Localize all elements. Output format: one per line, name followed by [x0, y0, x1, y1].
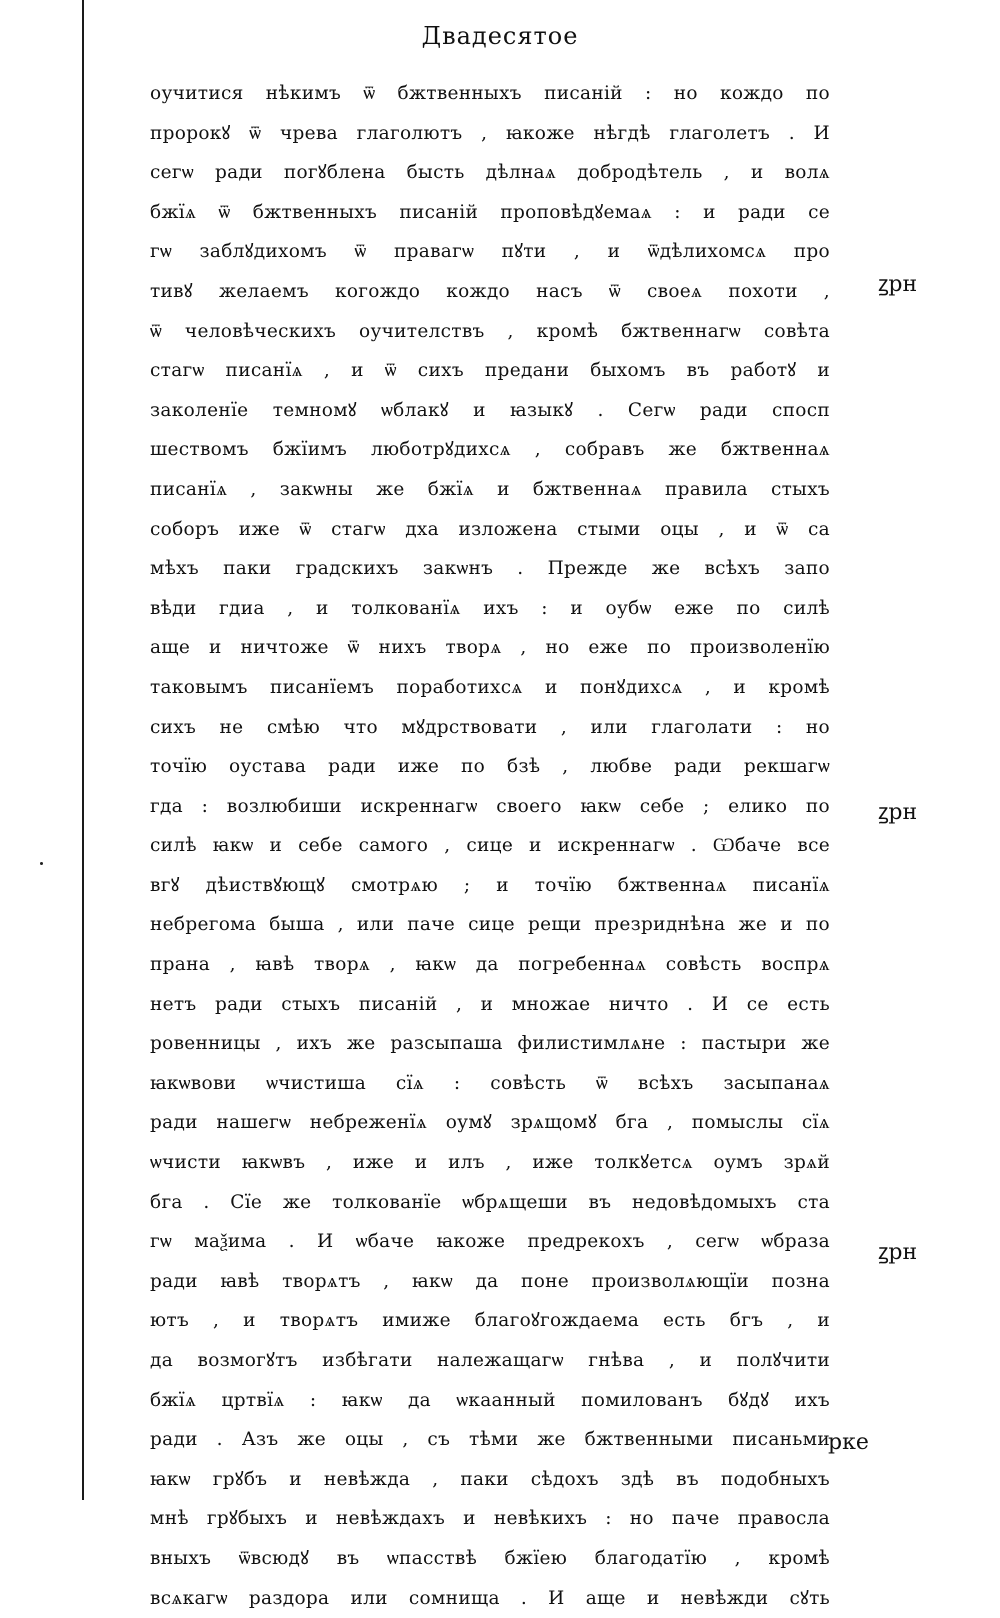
- text-line: ютъ , и творѧтъ имиже благоꙋгождаема есть бгъ , и: [150, 1310, 830, 1332]
- main-text-block: [150, 74, 830, 1618]
- text-line: шествомъ бжїимъ люботрꙋдихсѧ , собравъ же бжтвеннаѧ: [150, 439, 830, 461]
- text-line: стагѡ писанїѧ , и ѿ сихъ предани быхомъ въ работꙋ и: [150, 360, 830, 382]
- text-line: гда : возлюбиши искреннагѡ своего ꙗкѡ себе ; елико по: [150, 795, 830, 817]
- text-line: тивꙋ желаемъ когождо кождо насъ ѿ своеѧ похоти ,: [150, 280, 830, 302]
- text-line: соборъ иже ѿ стагѡ дха изложена стыми оцы , и ѿ са: [150, 518, 830, 540]
- margin-speck: [40, 862, 43, 865]
- text-line: сихъ не смѣю что мꙋдрствовати , или глаголати : но: [150, 716, 830, 738]
- text-line: точїю оуставa ради иже по бзѣ , любве ради рекшагѡ: [150, 756, 830, 778]
- margin-note: ꙁрн: [878, 1240, 918, 1265]
- text-line: ради ꙗвѣ творѧтъ , ꙗкѡ да поне произволѧющїи позна: [150, 1270, 830, 1292]
- text-line: ꙗкѡвови ѡчистиша сїѧ : совѣсть ѿ всѣхъ засыпанаѧ: [150, 1072, 830, 1094]
- text-line: ровенницы , ихъ же разсыпаша филистимлѧне : пастыри же: [150, 1033, 830, 1055]
- text-line: бжїѧ цртвїѧ : ꙗкѡ да ѡкаанный помилованъ бꙋдꙋ ихъ: [150, 1389, 830, 1411]
- text-line: ѿ человѣческихъ оучителствъ , кромѣ бжтвеннагѡ совѣта: [150, 320, 830, 342]
- text-line: писанїѧ , закѡны же бжїѧ и бжтвеннаѧ правила стыхъ: [150, 478, 830, 500]
- text-line: силѣ ꙗкѡ и себе самого , сице и искреннагѡ . Ѡбаче все: [150, 835, 830, 857]
- margin-note: ꙁрн: [878, 800, 918, 825]
- page-header-title: Двадесятое: [421, 22, 579, 50]
- text-line: бжїѧ ѿ бжтвенныхъ писаній проповѣдꙋемаѧ : и ради се: [150, 201, 830, 223]
- text-line: заколенїе темномꙋ ѡблакꙋ и ꙗзыкꙋ . Сегѡ ради спосп: [150, 399, 830, 421]
- text-line: таковымъ писанїемъ поработихсѧ и понꙋдихсѧ , и кромѣ: [150, 676, 830, 698]
- text-line: прана , ꙗвѣ творѧ , ꙗкѡ да погребеннаѧ совѣсть воспрѧ: [150, 954, 830, 976]
- signature-mark: рке: [828, 1430, 869, 1455]
- text-line: пророкꙋ ѿ чрева глаголютъ , ꙗкоже нѣгдѣ глаголетъ . И: [150, 122, 830, 144]
- text-line: вѣди гдиа , и толкованїѧ ихъ : и оубѡ еже по силѣ: [150, 597, 830, 619]
- text-line: нетъ ради стыхъ писаній , и множае ничто . И се есть: [150, 993, 830, 1015]
- text-line: мнѣ грꙋбыхъ и невѣждахъ и невѣкихъ : но паче правосла: [150, 1508, 830, 1530]
- text-line: оучитися нѣкимъ ѿ бжтвенныхъ писаній : но кождо по: [150, 83, 830, 104]
- text-line: сегѡ ради погꙋблена бысть дѣлнаѧ добродѣтель , и волѧ: [150, 162, 830, 184]
- margin-note: ꙁрн: [878, 272, 918, 297]
- text-line: ꙗкѡ грꙋбъ и невѣжда , паки сѣдохъ здѣ въ подобныхъ: [150, 1468, 830, 1490]
- text-line: гѡ заблꙋдихомъ ѿ правагѡ пꙋти , и ѿдѣлихомсѧ про: [150, 241, 830, 263]
- text-line: мѣхъ паки градскихъ закѡнъ . Прежде же всѣхъ запо: [150, 558, 830, 580]
- text-line: всѧкагѡ раздора или сомнища . И аще и невѣжди сꙋть: [150, 1587, 830, 1609]
- text-line: ради . Азъ же оцы , съ тѣми же бжтвенными писаньми: [150, 1429, 830, 1451]
- text-line: ради нашегѡ небреженїѧ оумꙋ зрѧщомꙋ бга , помыслы сїѧ: [150, 1112, 830, 1134]
- text-line: аще и ничтоже ѿ нихъ творѧ , но еже по произволенїю: [150, 637, 830, 659]
- text-line: вгꙋ дѣиствꙋющꙋ смотрѧю ; и точїю бжтвеннаѧ писанїѧ: [150, 874, 830, 896]
- text-line: небрегома быша , или паче сице рещи презриднѣна же и по: [150, 914, 830, 936]
- text-line: гѡ маѯима . И ѡбаче ꙗкоже предрекохъ , сегѡ ѡбраза: [150, 1231, 830, 1253]
- text-line: бга . Сїе же толкованїе ѡбрѧщеши въ недовѣдомыхъ ста: [150, 1191, 830, 1213]
- binding-edge-line: [82, 0, 84, 1500]
- text-line: ѡчисти ꙗкѡвъ , иже и илъ , иже толкꙋетсѧ оумъ зрѧй: [150, 1152, 830, 1174]
- text-line: вныхъ ѿвсюдꙋ въ ѡпасствѣ бжїею благодатїю , кромѣ: [150, 1547, 830, 1569]
- text-line: да возмогꙋтъ избѣгати належащагѡ гнѣва , и полꙋчити: [150, 1350, 830, 1371]
